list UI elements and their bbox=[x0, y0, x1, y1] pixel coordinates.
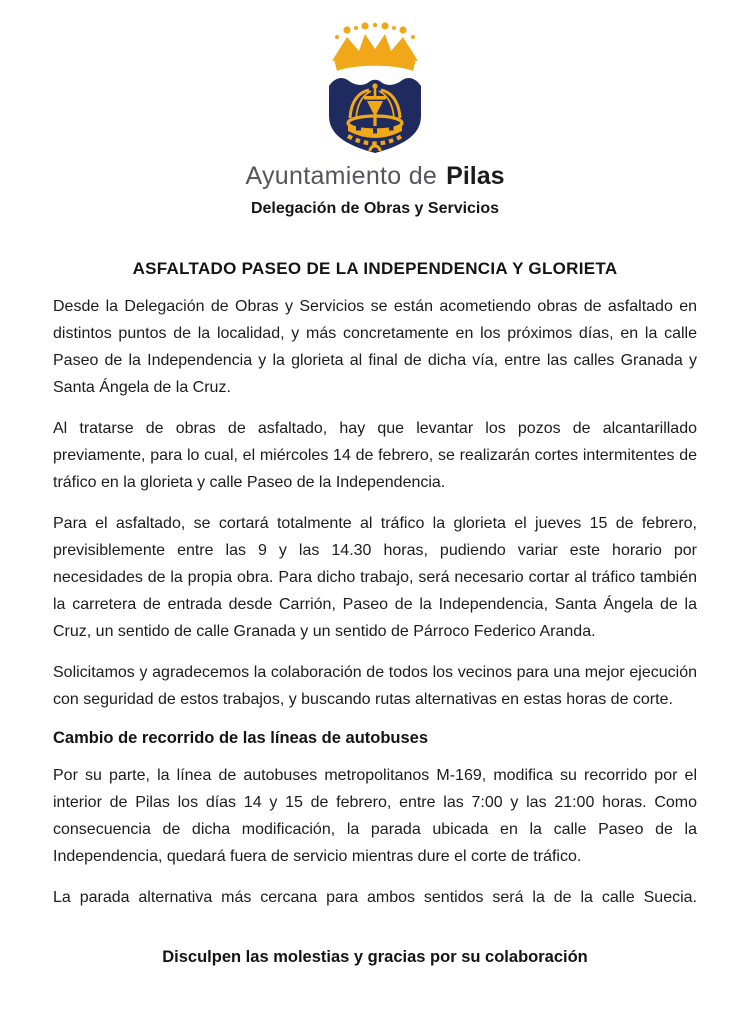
closing-line: Disculpen las molestias y gracias por su colaboración bbox=[162, 948, 588, 966]
crown-icon bbox=[332, 22, 418, 71]
org-name-prefix: Ayuntamiento de bbox=[245, 162, 438, 190]
bus-section-heading: Cambio de recorrido de las líneas de autobuses bbox=[53, 729, 429, 747]
document-header bbox=[0, 0, 750, 218]
org-name-city: Pilas bbox=[446, 162, 505, 190]
body-paragraph: Desde la Delegación de Obras y Servicios se están acometiendo obras de asfaltado en distintos puntos de la localidad, y más concretamente en los próximos días, en la calle Paseo de la Independencia y la glorieta al final de dicha vía, entre las calles Granada y Santa Ángela de la Cruz. bbox=[53, 298, 697, 396]
body-paragraph: Solicitamos y agradecemos la colaboración de todos los vecinos para una mejor ejecución con seguridad de estos trabajos, y buscando rutas alternativas en estas horas de corte. bbox=[53, 664, 697, 708]
body-paragraph: Al tratarse de obras de asfaltado, hay que levantar los pozos de alcantarillado previamente, para lo cual, el miércoles 14 de febrero, se realizarán cortes intermitentes de tráfico en la glorieta y calle Paseo de la Independencia. bbox=[53, 420, 697, 491]
bus-paragraph: La parada alternativa más cercana para ambos sentidos será la de la calle Suecia. bbox=[53, 889, 697, 906]
document-body bbox=[0, 259, 750, 967]
department-line: Delegación de Obras y Servicios bbox=[250, 200, 500, 217]
bus-paragraph: Por su parte, la línea de autobuses metropolitanos M-169, modifica su recorrido por el interior de Pilas los días 14 y 15 de febrero, entre las 7:00 y las 21:00 horas. Como consecuencia de dicha modificación, la parada ubicada en la calle Paseo de la Independencia, quedará fuera de servicio mientras dure el corte de tráfico. bbox=[53, 767, 697, 865]
pilas-coat-of-arms-icon bbox=[323, 20, 427, 154]
shield-icon bbox=[329, 78, 421, 153]
org-name bbox=[0, 164, 750, 189]
body-paragraph: Para el asfaltado, se cortará totalmente al tráfico la glorieta el jueves 15 de febrero, previsiblemente entre las 9 y las 14.30 horas, pudiendo variar este horario por necesidades de la propia obra. Para dicho trabajo, será necesario cortar al tráfico también la carretera de entrada desde Carrión, Paseo de la Independencia, Santa Ángela de la Cruz, un sentido de calle Granada y un sentido de Párroco Federico Aranda. bbox=[53, 515, 697, 640]
document-title: ASFALTADO PASEO DE LA INDEPENDENCIA Y GLORIETA bbox=[132, 259, 618, 278]
